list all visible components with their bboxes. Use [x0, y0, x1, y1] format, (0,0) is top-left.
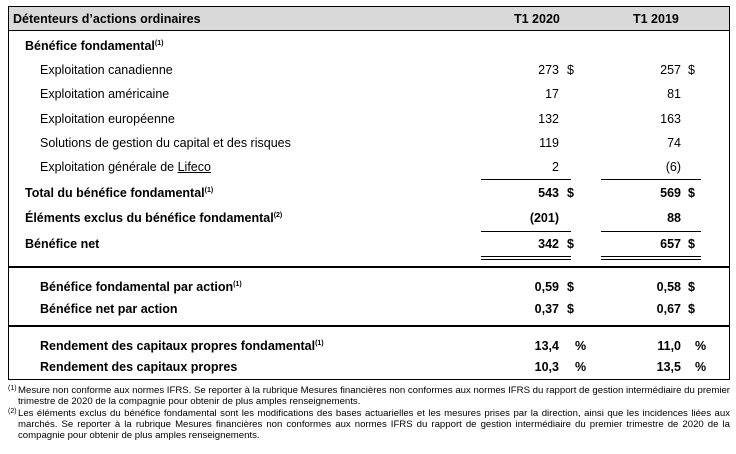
row-value-2020: 0,59	[534, 280, 559, 294]
footnote-mark: (2)	[8, 408, 17, 415]
row-label: Bénéfice fondamental par action$^{(1)}$	[40, 280, 242, 294]
total-rule	[481, 231, 571, 232]
row-value-2020: 2	[552, 160, 559, 174]
footnote-text: Mesure non conforme aux normes IFRS. Se reporter à la rubrique Mesures financières non conformes aux normes IFRS du rapport de gestion intermédiaire du premier trimestre de 2020 de la compagnie pour obtenir de plus amples renseignements.	[18, 385, 730, 407]
double-rule	[481, 256, 571, 257]
currency-symbol: $	[567, 63, 574, 77]
row-value-2020: 342	[538, 237, 559, 251]
header-col-2019: T1 2019	[633, 12, 679, 26]
row-value-2020: 10,3	[534, 360, 559, 374]
row-value-2020: 543	[538, 186, 559, 200]
double-rule	[601, 259, 701, 260]
currency-symbol: $	[688, 63, 695, 77]
row-value-2019: 13,5	[656, 360, 681, 374]
row-value-2019: (6)	[665, 160, 681, 174]
currency-symbol: $	[688, 237, 695, 251]
percent-symbol: %	[575, 360, 587, 374]
row-label: Bénéfice net	[25, 237, 100, 251]
row-value-2019: 0,67	[656, 302, 681, 316]
row-value-2020: 13,4	[534, 339, 559, 353]
footnote	[8, 408, 730, 441]
header-title: Détenteurs d’actions ordinaires	[13, 12, 201, 26]
currency-symbol: $	[567, 186, 574, 200]
row-value-2019: 657	[660, 237, 681, 251]
row-label: Rendement des capitaux propres	[40, 360, 238, 374]
row-label: Total du bénéfice fondamental$^{(1)}$	[25, 186, 214, 200]
currency-symbol: $	[567, 302, 574, 316]
row-label: Éléments exclus du bénéfice fondamental$^{(2)}$	[25, 211, 283, 225]
currency-symbol: $	[688, 186, 695, 200]
percent-symbol: %	[695, 360, 707, 374]
row-value-2020: 273	[538, 63, 559, 77]
section-divider	[9, 266, 729, 268]
section-divider	[9, 325, 729, 327]
footnote-mark: (1)	[8, 385, 17, 392]
financial-table	[8, 6, 730, 380]
row-label: Solutions de gestion du capital et des risques	[40, 136, 291, 150]
row-value-2020: 17	[545, 87, 559, 101]
section-title: Bénéfice fondamental$^{(1)}$	[25, 39, 164, 53]
footnote	[8, 385, 730, 407]
row-value-2020: 119	[539, 136, 559, 150]
row-value-2019: 88	[667, 211, 681, 225]
double-rule	[601, 256, 701, 257]
percent-symbol: %	[695, 339, 707, 353]
row-value-2019: 0,58	[656, 280, 681, 294]
currency-symbol: $	[688, 302, 695, 316]
row-label: Exploitation générale de Lifeco	[40, 160, 211, 174]
currency-symbol: $	[688, 280, 695, 294]
currency-symbol: $	[567, 237, 574, 251]
row-value-2019: 569	[660, 186, 681, 200]
header-col-2020: T1 2020	[514, 12, 560, 26]
total-rule	[481, 179, 571, 180]
row-value-2019: 257	[660, 63, 681, 77]
row-value-2019: 11,0	[657, 339, 681, 353]
row-label: Exploitation européenne	[40, 112, 175, 126]
row-label: Exploitation américaine	[40, 87, 170, 101]
row-label: Exploitation canadienne	[40, 63, 173, 77]
double-rule	[481, 259, 571, 260]
row-label: Bénéfice net par action	[40, 302, 178, 316]
table-header	[9, 7, 729, 31]
row-value-2020: 0,37	[534, 302, 559, 316]
footnote-text: Les éléments exclus du bénéfice fondamental sont les modifications des bases actuarielles et les mesures prises par la direction, ainsi que les incidences liées aux marchés. Se reporter à la rubrique Mesures financières non conformes aux normes IFRS du rapport de gestion intermédiaire du premier trimestre de 2020 de la compagnie pour obtenir de plus amples renseignements.	[18, 408, 730, 441]
total-rule	[601, 231, 701, 232]
row-value-2020: 132	[538, 112, 559, 126]
row-label: Rendement des capitaux propres fondamental$^{(1)}$	[40, 339, 324, 353]
total-rule	[601, 179, 701, 180]
row-value-2019: 81	[667, 87, 681, 101]
percent-symbol: %	[575, 339, 587, 353]
row-value-2019: 163	[660, 112, 681, 126]
row-value-2019: 74	[667, 136, 681, 150]
currency-symbol: $	[567, 280, 574, 294]
row-value-2020: (201)	[529, 211, 559, 225]
